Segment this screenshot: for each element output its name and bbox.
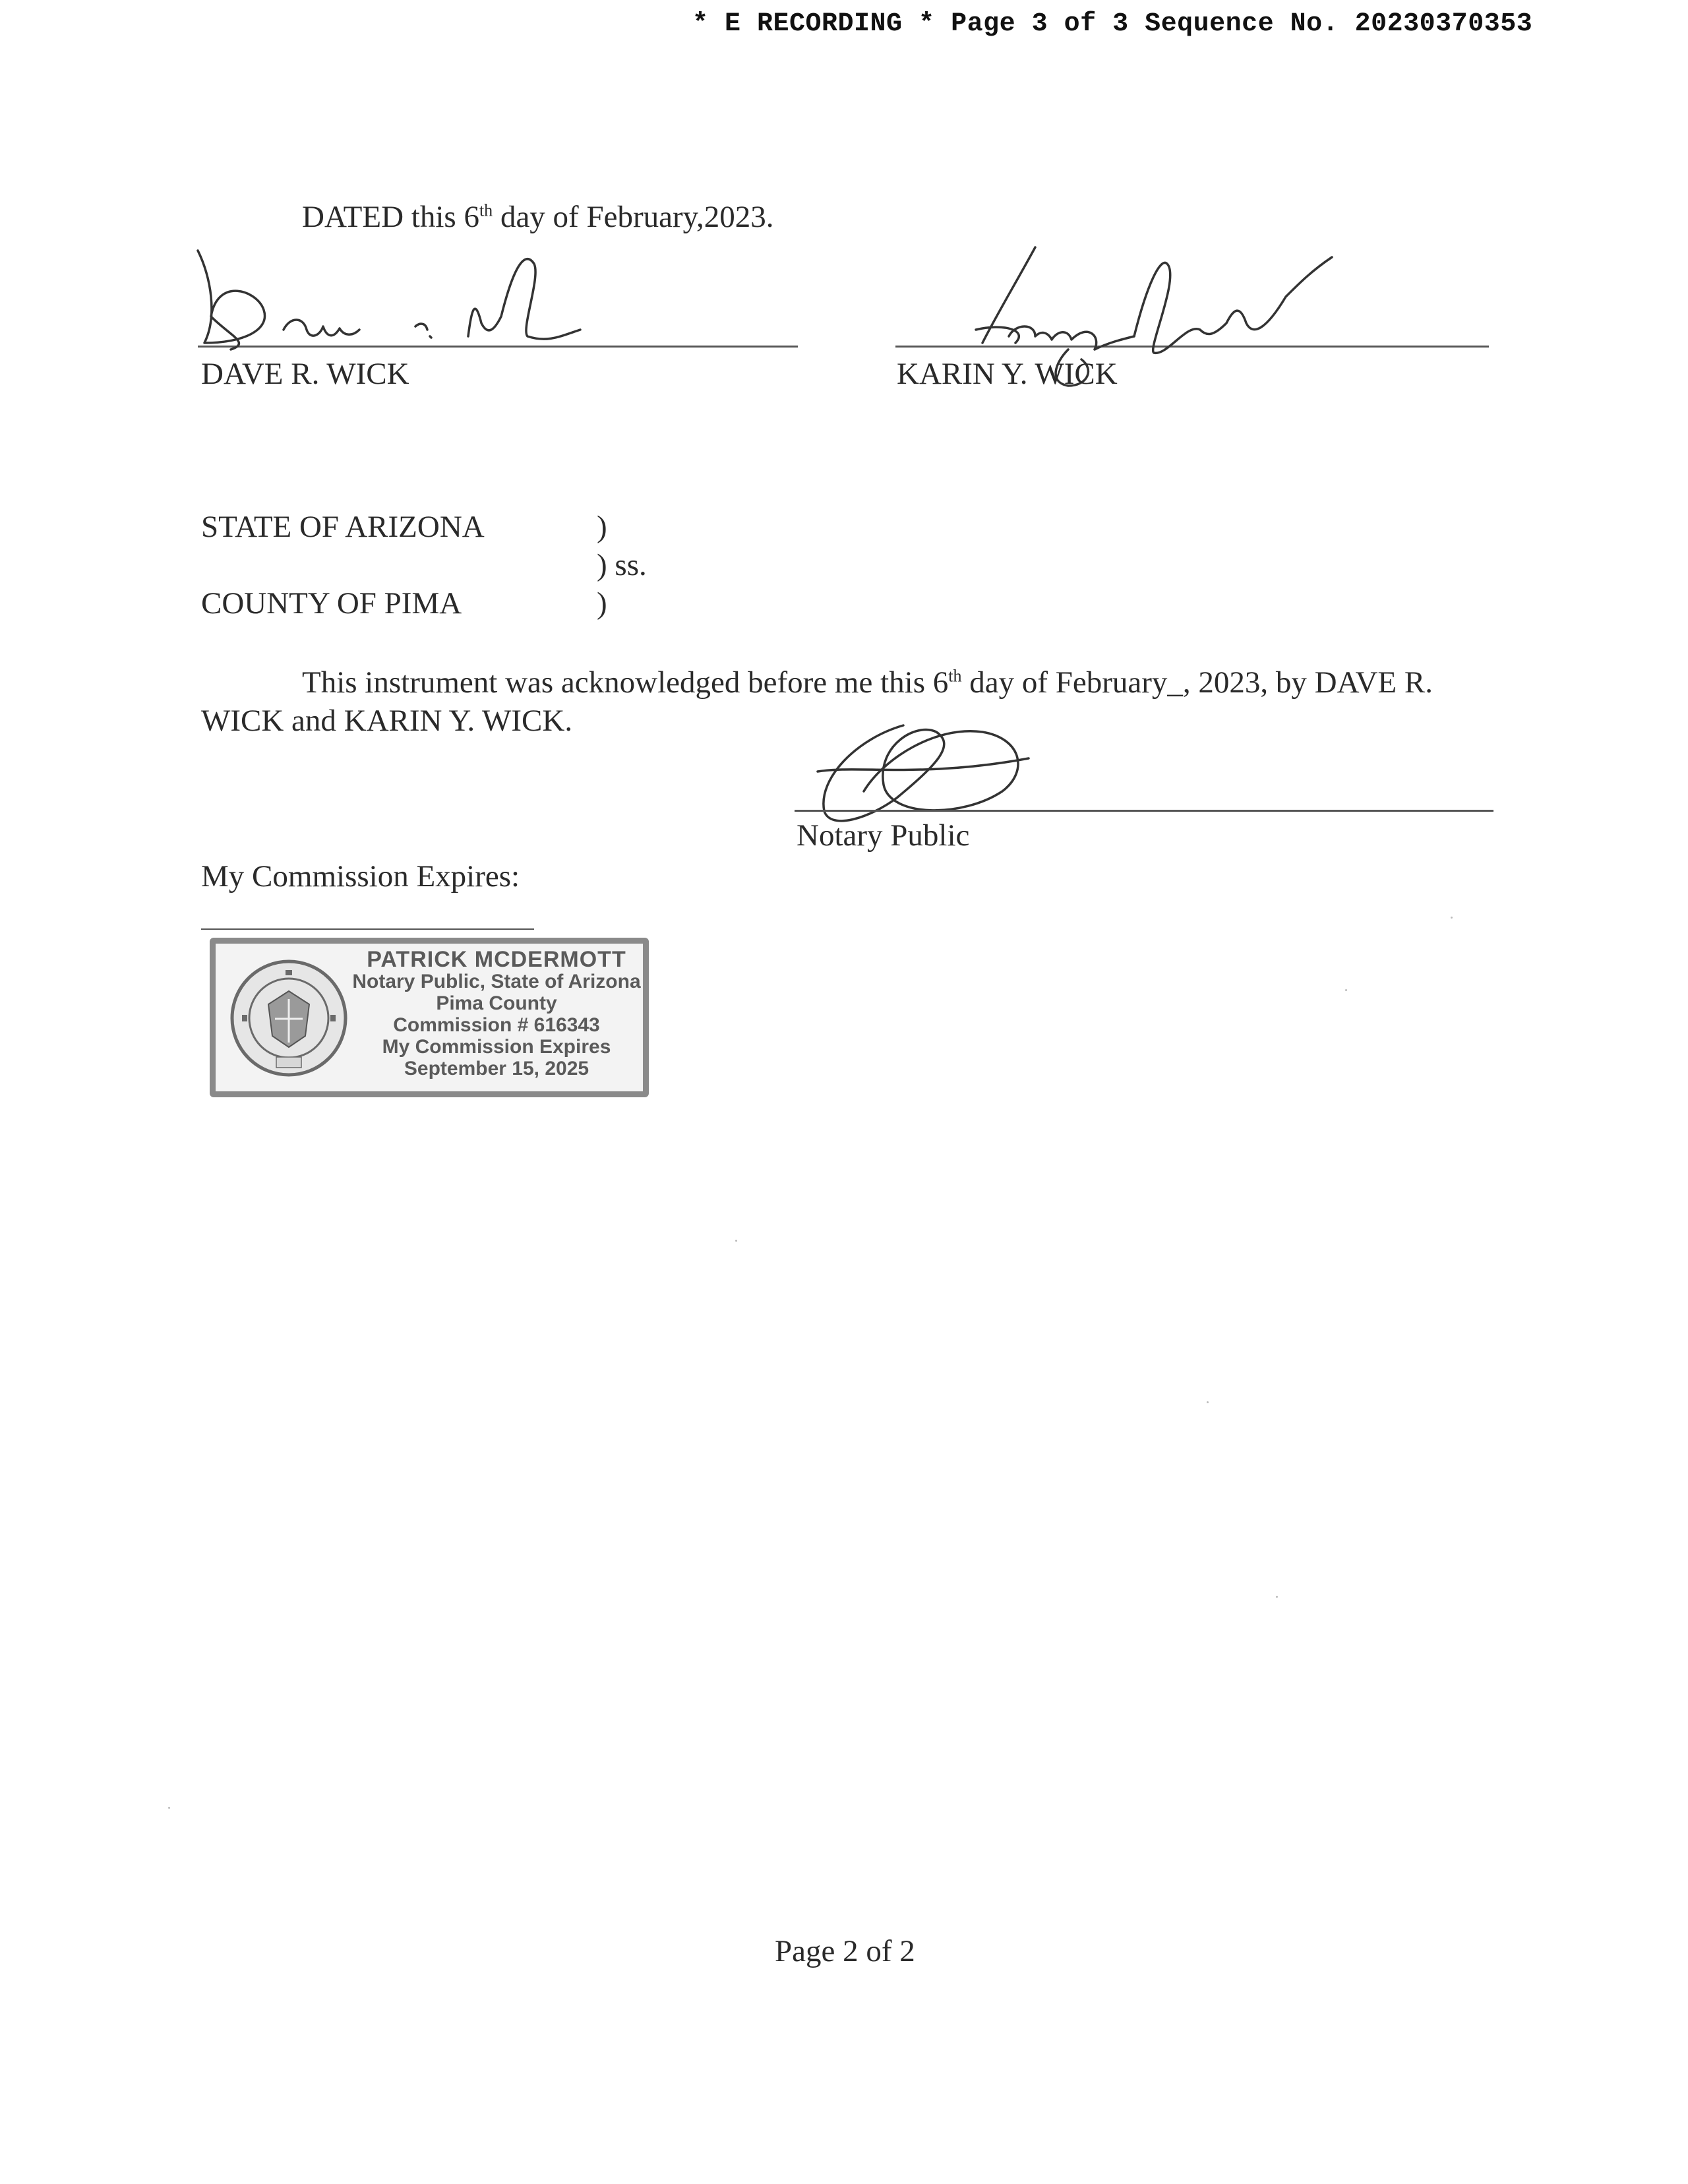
stamp-line-2: Pima County [436, 992, 557, 1014]
arizona-seal-icon [229, 958, 349, 1078]
scan-speck [1451, 917, 1453, 919]
commission-date-line [201, 928, 534, 930]
ack-suffix: day of February_, 2023, by DAVE R. [961, 665, 1433, 700]
dated-prefix: DATED this 6 [302, 200, 479, 234]
notary-signature-line [795, 810, 1493, 812]
commission-label: My Commission Expires: [201, 859, 520, 894]
venue-paren-bottom: ) [597, 586, 607, 621]
scan-speck [1345, 989, 1347, 991]
signer-name-dave: DAVE R. WICK [201, 357, 409, 391]
recording-header: * E RECORDING * Page 3 of 3 Sequence No. 20230370353 [692, 9, 1533, 39]
stamp-notary-name: PATRICK MCDERMOTT [367, 947, 626, 972]
acknowledgment-line-2: WICK and KARIN Y. WICK. [201, 704, 573, 738]
stamp-line-5: September 15, 2025 [404, 1058, 589, 1079]
dated-line [302, 199, 774, 235]
scan-speck [168, 1807, 170, 1809]
notary-stamp [210, 938, 649, 1097]
ack-sup: th [948, 666, 962, 686]
signer-name-karin: KARIN Y. WICK [897, 357, 1118, 391]
acknowledgment-line-1 [302, 665, 1433, 700]
scan-speck [1207, 1401, 1209, 1403]
venue-ss: ) ss. [597, 548, 647, 582]
venue-county: COUNTY OF PIMA [201, 586, 462, 621]
signature-notary [804, 719, 1042, 831]
page-footer: Page 2 of 2 [775, 1934, 915, 1968]
ack-prefix: This instrument was acknowledged before me this 6 [302, 665, 949, 700]
venue-state: STATE OF ARIZONA [201, 510, 485, 544]
scan-speck [1276, 1596, 1278, 1598]
dated-sup: th [479, 200, 493, 220]
stamp-line-1: Notary Public, State of Arizona [352, 971, 641, 992]
stamp-line-3: Commission # 616343 [393, 1014, 600, 1036]
notary-label: Notary Public [797, 818, 970, 853]
dated-suffix: day of February,2023. [493, 200, 774, 234]
stamp-line-4: My Commission Expires [382, 1036, 611, 1058]
signature-dave [191, 237, 600, 356]
venue-paren-top: ) [597, 510, 607, 544]
scan-speck [735, 1240, 737, 1242]
